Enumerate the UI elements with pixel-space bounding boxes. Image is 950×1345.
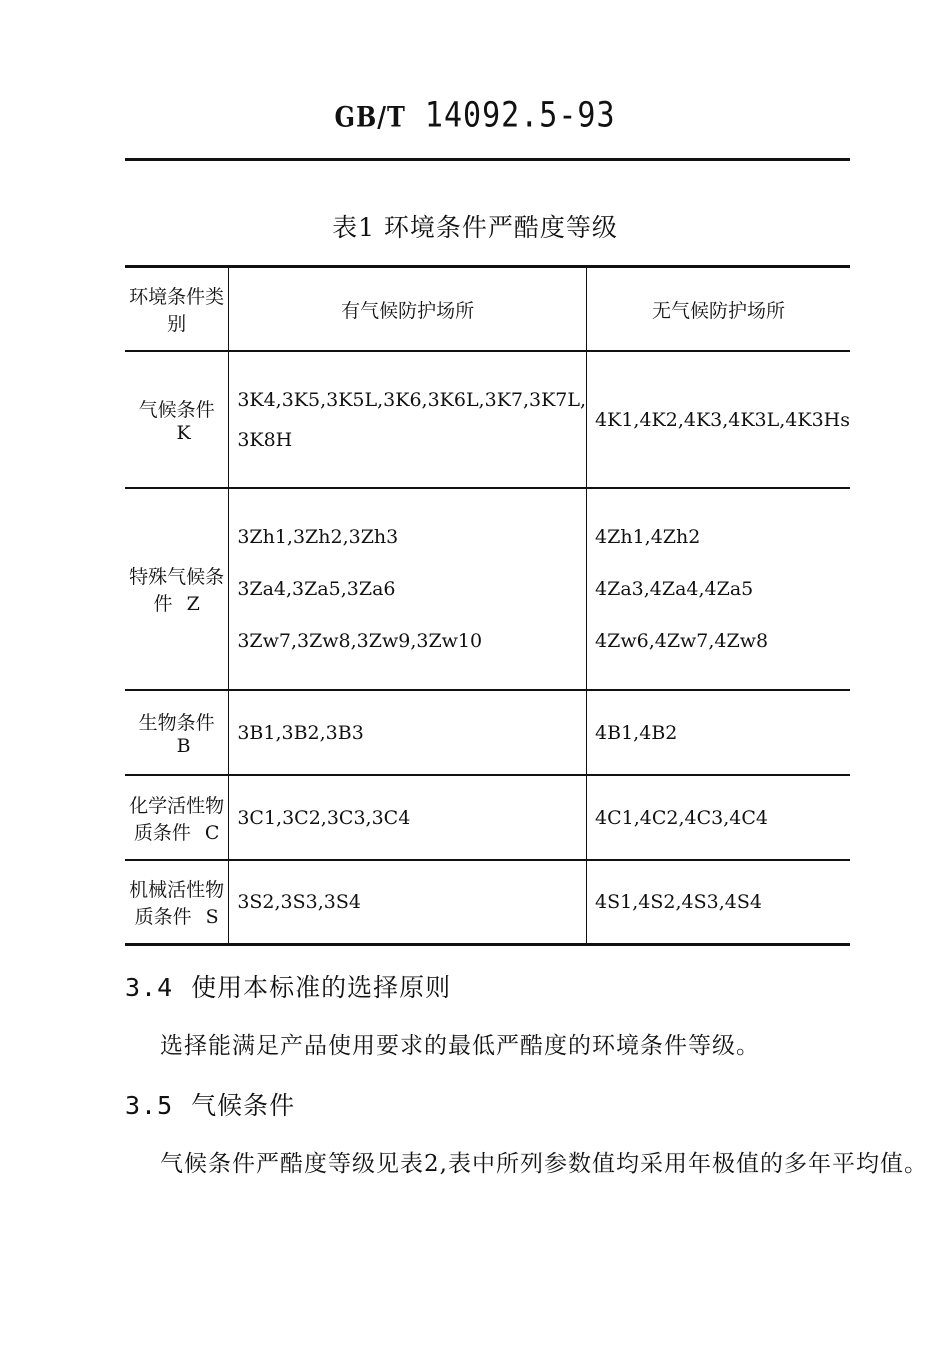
unsheltered-cell — [587, 775, 850, 860]
grade-line: 3K8H — [237, 428, 293, 451]
standard-number: 14092.5-93 — [424, 95, 616, 136]
unsheltered-cell — [587, 351, 850, 488]
grade-line: 3S2,3S3,3S4 — [237, 891, 361, 913]
severity-table — [125, 265, 850, 946]
grade-line: 4K1,4K2,4K3,4K3L,4K3Hs — [595, 408, 850, 431]
section-paragraph: 气候条件严酷度等级见表2,表中所列参数值均采用年极值的多年平均值。 — [160, 1151, 928, 1177]
grade-line: 3B1,3B2,3B3 — [237, 721, 364, 744]
table-row — [125, 860, 850, 945]
category-cell — [125, 351, 229, 488]
table-row — [125, 488, 850, 690]
section-heading-3-5 — [125, 1086, 295, 1122]
category-name: 机械活性物质条件 — [129, 879, 225, 928]
category-cell — [125, 488, 229, 690]
sheltered-cell — [229, 351, 587, 488]
grade-line: 4Zh1,4Zh2 — [595, 526, 701, 548]
grade-line: 4S1,4S2,4S3,4S4 — [595, 891, 762, 913]
section-heading-3-4 — [125, 968, 451, 1004]
category-name: 气候条件 — [138, 399, 215, 421]
unsheltered-cell — [587, 690, 850, 775]
category-name: 化学活性物质条件 — [129, 794, 225, 844]
category-code: Z — [186, 593, 200, 615]
sheltered-cell — [229, 775, 587, 860]
category-code: B — [176, 735, 191, 757]
table-caption: 表1 环境条件严酷度等级 — [332, 213, 618, 242]
category-cell — [125, 775, 229, 860]
header-unsheltered: 无气候防护场所 — [587, 267, 850, 352]
section-number: 3.5 — [125, 1091, 174, 1120]
grade-line: 3Zh1,3Zh2,3Zh3 — [237, 526, 399, 548]
header-rule — [125, 158, 850, 161]
section-title: 气候条件 — [191, 1091, 296, 1120]
grade-line: 3Zw7,3Zw8,3Zw9,3Zw10 — [237, 630, 483, 652]
category-code: K — [176, 422, 191, 444]
section-paragraph: 选择能满足产品使用要求的最低严酷度的环境条件等级。 — [160, 1033, 760, 1059]
table-header-row — [125, 267, 850, 352]
header-category: 环境条件类别 — [125, 267, 229, 352]
sheltered-cell — [229, 860, 587, 945]
grade-line: 4Za3,4Za4,4Za5 — [595, 578, 754, 600]
unsheltered-cell — [587, 860, 850, 945]
unsheltered-cell — [587, 488, 850, 690]
category-name: 生物条件 — [138, 712, 215, 734]
table-row — [125, 690, 850, 775]
category-cell — [125, 860, 229, 945]
grade-line: 3Za4,3Za5,3Za6 — [237, 578, 396, 600]
category-cell — [125, 690, 229, 775]
header-sheltered: 有气候防护场所 — [229, 267, 587, 352]
category-code: C — [204, 821, 220, 844]
category-code: S — [205, 906, 219, 928]
section-number: 3.4 — [125, 973, 174, 1002]
grade-line: 4Zw6,4Zw7,4Zw8 — [595, 630, 769, 652]
grade-line: 4C1,4C2,4C3,4C4 — [595, 806, 769, 829]
grade-line: 3C1,3C2,3C3,3C4 — [237, 806, 411, 829]
sheltered-cell — [229, 690, 587, 775]
grade-line: 4B1,4B2 — [595, 721, 678, 744]
section-title: 使用本标准的选择原则 — [191, 973, 452, 1002]
grade-line: 3K4,3K5,3K5L,3K6,3K6L,3K7,3K7L, — [237, 388, 587, 411]
standard-code — [0, 95, 950, 135]
category-name: 特殊气候条件 — [129, 566, 225, 615]
table-row — [125, 351, 850, 488]
sheltered-cell — [229, 488, 587, 690]
table-row — [125, 775, 850, 860]
standard-prefix: GB/T — [334, 99, 406, 134]
